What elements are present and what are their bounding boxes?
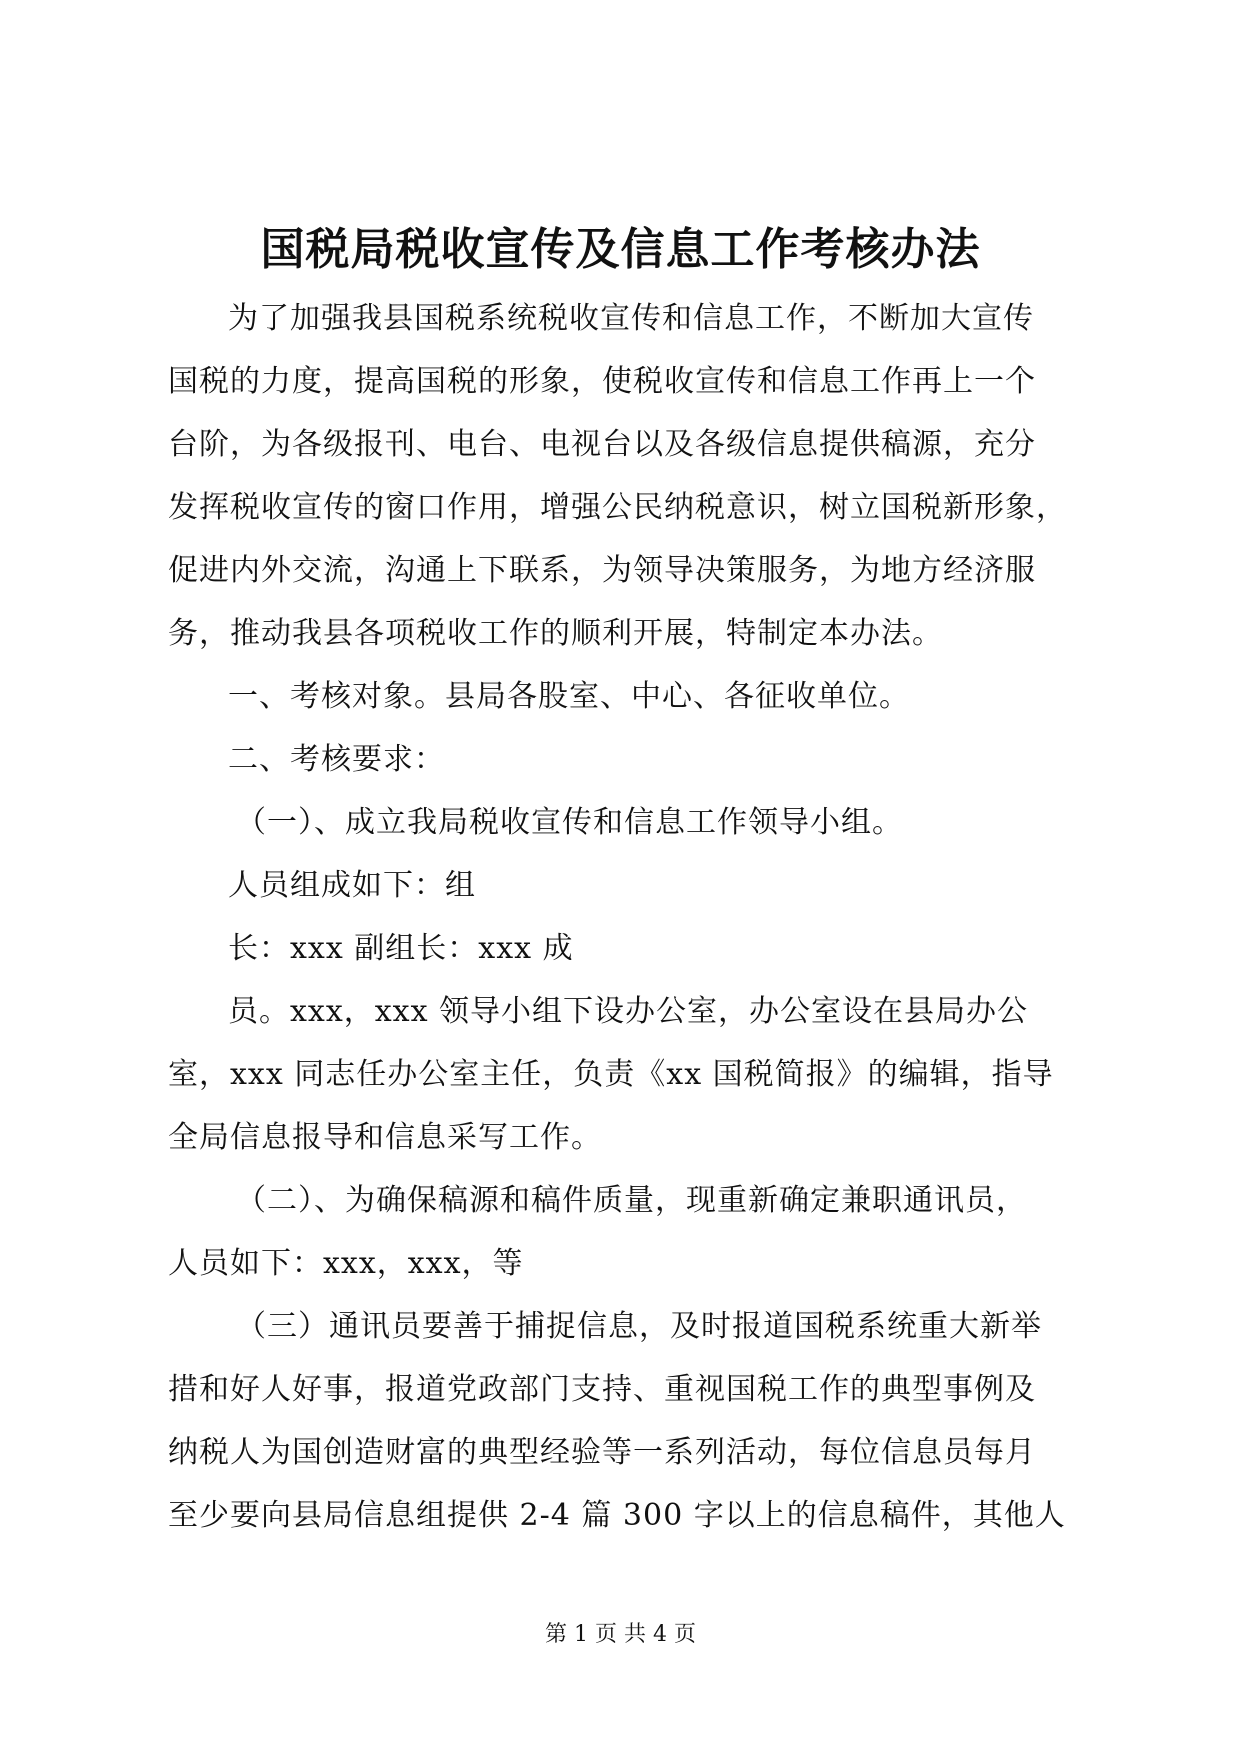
paragraph-line: 务，推动我县各项税收工作的顺利开展，特制定本办法。 xyxy=(168,616,943,651)
paragraph-line: 室，xxx 同志任办公室主任，负责《xx 国税简报》的编辑，指导 xyxy=(168,1057,1054,1092)
document-title: 国税局税收宣传及信息工作考核办法 xyxy=(260,224,981,275)
paragraph-line: 至少要向县局信息组提供 2-4 篇 300 字以上的信息稿件，其他人 xyxy=(168,1498,1066,1533)
paragraph-line: 促进内外交流，沟通上下联系，为领导决策服务，为地方经济服 xyxy=(168,553,1036,588)
paragraph-line: 台阶，为各级报刊、电台、电视台以及各级信息提供稿源，充分 xyxy=(168,427,1036,462)
paragraph-line: 长：xxx 副组长：xxx 成 xyxy=(228,931,574,966)
paragraph-line: 全局信息报导和信息采写工作。 xyxy=(168,1120,602,1155)
section-heading: 一、考核对象。县局各股室、中心、各征收单位。 xyxy=(228,679,910,714)
paragraph-line: 为了加强我县国税系统税收宣传和信息工作，不断加大宣传 xyxy=(228,301,1034,336)
subsection-heading: （一）、成立我局税收宣传和信息工作领导小组。 xyxy=(236,805,903,840)
document-body xyxy=(168,287,1073,1547)
paragraph-line: 措和好人好事，报道党政部门支持、重视国税工作的典型事例及 xyxy=(168,1372,1036,1407)
paragraph-line: 纳税人为国创造财富的典型经验等一系列活动，每位信息员每月 xyxy=(168,1435,1036,1470)
paragraph-line: 发挥税收宣传的窗口作用，增强公民纳税意识，树立国税新形象， xyxy=(168,490,1067,525)
page-number: 第 1 页 共 4 页 xyxy=(545,1622,696,1647)
subsection-heading: （三）通讯员要善于捕捉信息，及时报道国税系统重大新举 xyxy=(236,1309,1042,1344)
paragraph-line: 员。xxx，xxx 领导小组下设办公室，办公室设在县局办公 xyxy=(228,994,1029,1029)
paragraph-line: 国税的力度，提高国税的形象，使税收宣传和信息工作再上一个 xyxy=(168,364,1036,399)
paragraph-line: 人员组成如下：组 xyxy=(228,868,476,903)
subsection-heading: （二）、为确保稿源和稿件质量，现重新确定兼职通讯员， xyxy=(236,1183,1027,1218)
paragraph-line: 人员如下：xxx，xxx，等 xyxy=(168,1246,524,1281)
section-heading: 二、考核要求： xyxy=(228,742,445,777)
